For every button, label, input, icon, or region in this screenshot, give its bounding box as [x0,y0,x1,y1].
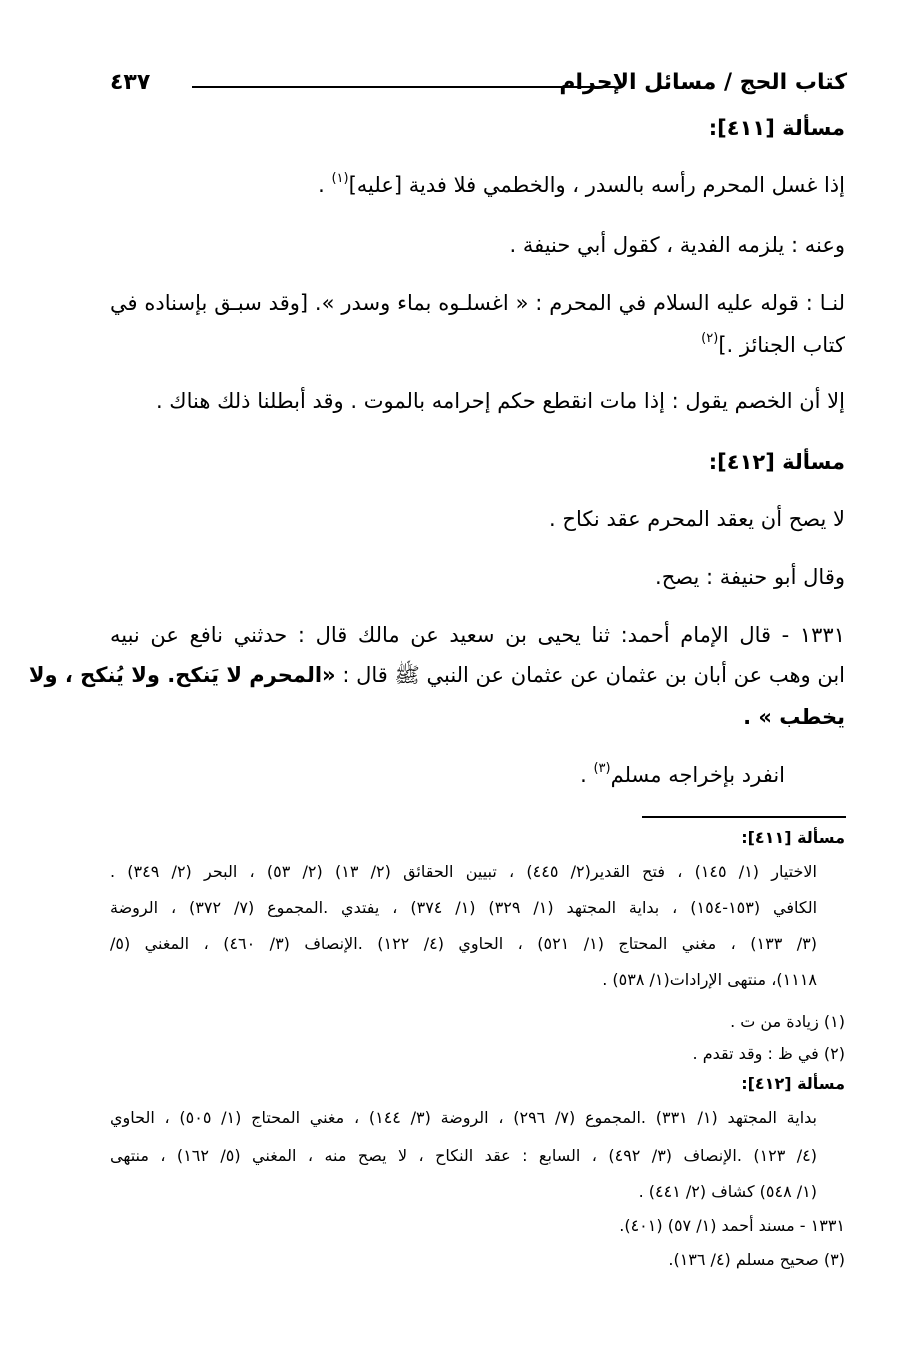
issue-412-hanafi-view: وقال أبو حنيفة : يصح. [655,565,845,589]
footnote-issue-411-line-4: ١١١٨)، منتهى الإرادات(١/ ٥٣٨) . [602,970,817,989]
footnote-issue-411-line-2: الكافي (١٥٣-١٥٤) ، بداية المجتهد (١/ ٣٢٩) (١/ ٣٧٤) ، يفتدي .المجموع (٧/ ٣٧٢) ، الروضة [110,898,818,917]
running-header [110,68,847,104]
footnote-issue-412-line-2: (٤/ ١٢٣) .الإنصاف (٣/ ٤٩٢) ، السابع : عقد النكاح ، لا يصح منه ، المغني (٥/ ١٦٢) ، منتهى [110,1146,817,1165]
footnote-issue-412-line-1: بداية المجتهد (١/ ٣٣١) .المجموع (٧/ ٢٩٦) ، الروضة (٣/ ١٤٤) ، مغني المحتاج (١/ ٥٠٥) ، الحاوي [110,1108,817,1127]
hadith-1331-line-3: يخطب » . [743,705,845,729]
issue-411-evidence-line-2 [701,330,845,364]
footnote-ref-1: (١) [331,171,349,186]
issue-412-statement: لا يصح أن يعقد المحرم عقد نكاح . [549,507,845,531]
footnote-2: (٢) في ظ : وقد تقدم . [692,1044,845,1063]
issue-411-rebuttal: إلا أن الخصم يقول : إذا مات انقطع حكم إحرامه بالموت . وقد أبطلنا ذلك هناك . [155,389,845,413]
hadith-1331-source-note [580,760,785,794]
footnote-issue-411-heading: مسألة [٤١١]: [741,828,845,847]
issue-411-evidence-text: كتاب الجنائز .] [718,333,845,357]
issue-412-heading: مسألة [٤١٢]: [708,450,845,474]
hadith-1331-source-end: . [580,763,587,787]
issue-411-heading: مسألة [٤١١]: [708,116,845,140]
header-title: كتاب الحج / مسائل الإحرام [559,70,847,95]
header-rule [192,86,615,88]
hadith-1331-source-text: انفرد بإخراجه مسلم [610,763,785,787]
page-number: ٤٣٧ [110,70,151,95]
hadith-1331-line-2 [29,660,845,690]
footnote-3: (٣) صحيح مسلم (٤/ ١٣٦). [668,1250,845,1269]
footnote-hadith-1331: ١٣٣١ - مسند أحمد (١/ ٥٧) (٤٠١). [619,1216,845,1235]
footnote-issue-411-line-3: (٣/ ١٣٣) ، مغني المحتاج (١/ ٥٢١) ، الحاوي (٤/ ١٢٢) .الإنصاف (٣/ ٤٦٠) ، المغني (٥/ [110,934,817,953]
issue-411-narration: وعنه : يلزمه الفدية ، كقول أبي حنيفة . [509,233,845,257]
issue-411-statement-text: إذا غسل المحرم رأسه بالسدر ، والخطمي فلا فدية [عليه] [348,173,845,197]
footnote-issue-411-line-1: الاختيار (١/ ١٤٥) ، فتح القدير(٢/ ٤٤٥) ، تبيين الحقائق (٢/ ١٣) (٢/ ٥٣) ، البحر (٢/ ٣٤٩) . [110,862,817,881]
footnote-issue-412-heading: مسألة [٤١٢]: [741,1074,845,1093]
hadith-1331-line-1: ١٣٣١ - قال الإمام أحمد: ثنا يحيى بن سعيد عن مالك قال : حدثني نافع عن نبيه [110,623,845,647]
hadith-1331-isnad: ابن وهب عن أبان بن عثمان عن عثمان عن النبي ﷺ قال : [342,663,845,687]
footnote-ref-3: (٣) [593,761,611,776]
footnote-separator [642,816,846,818]
footnote-ref-2: (٢) [701,331,719,346]
issue-411-evidence-line-1: لنـا : قوله عليه السلام في المحرم : « اغسلـوه بماء وسدر ». [وقد سبـق بإسناده في [110,291,845,315]
issue-411-statement [318,170,845,204]
issue-411-statement-end: . [318,173,325,197]
footnote-issue-412-line-3: (١/ ٥٤٨) كشاف (٢/ ٤٤١) . [638,1182,817,1201]
hadith-1331-matn: «المحرم لا يَنكح. ولا يُنكح ، ولا [28,663,336,687]
footnote-1: (١) زيادة من ت . [730,1012,845,1031]
